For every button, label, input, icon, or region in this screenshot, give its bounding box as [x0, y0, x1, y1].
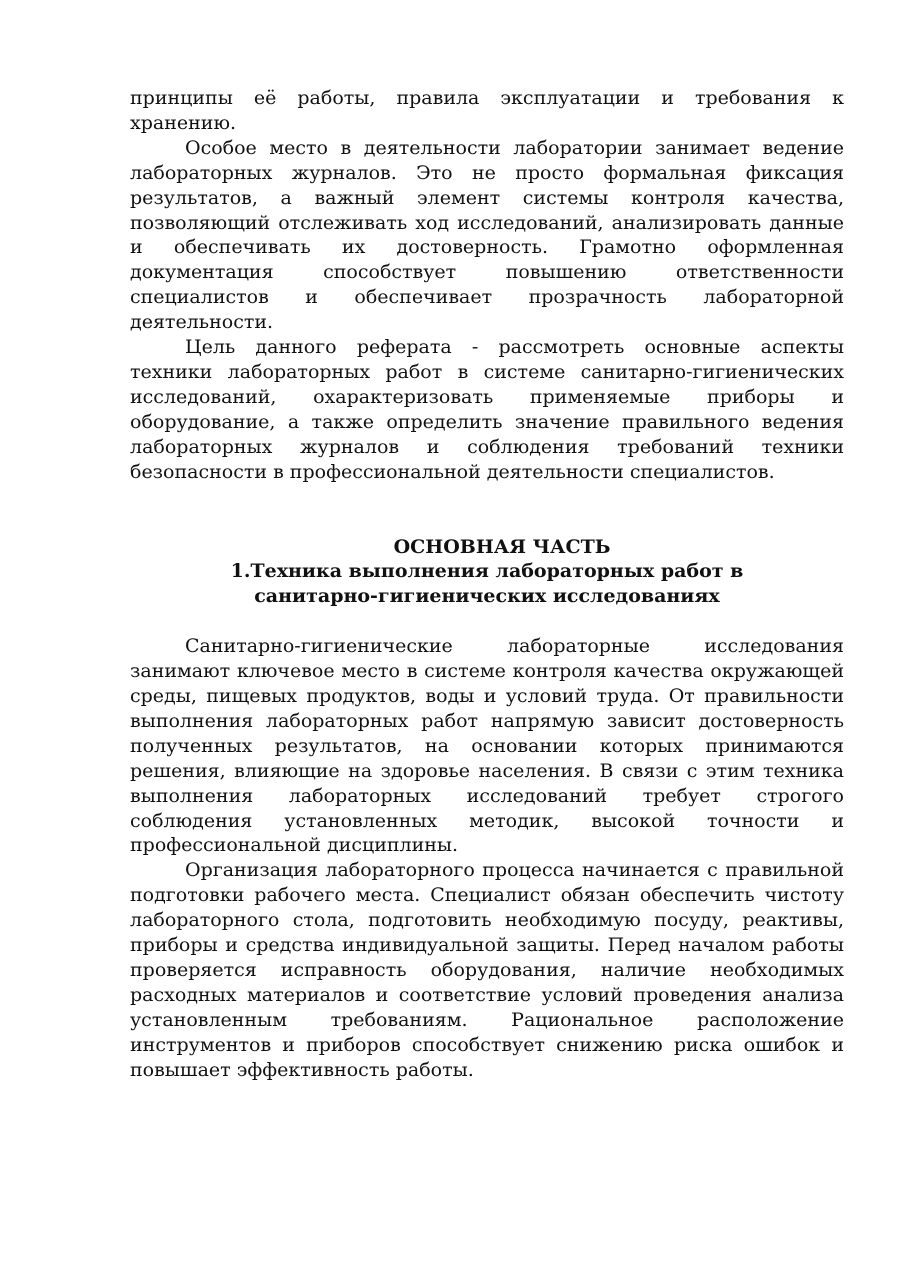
paragraph-sanitary-research: Санитарно-гигиенические лабораторные исследования занимают ключевое место в системе контроля качества окружающей среды, пищевых продуктов, воды и условий труда. От правильности выполнения лабораторных работ напрямую зависит достоверность полученных результатов, на основании которых принимаются решения, влияющие на здоровье населения. В связи с этим техника выполнения лабораторных исследований требует строгого соблюдения установленных методик, высокой точности и профессиональной дисциплины. — [130, 635, 844, 857]
section-subtitle-line-2: санитарно-гигиенических исследованиях — [254, 585, 720, 608]
section-subtitle-line-1: 1.Техника выполнения лабораторных работ в — [230, 560, 744, 583]
paragraph-purpose: Цель данного реферата - рассмотреть основные аспекты техники лабораторных работ в системе санитарно-гигиенических исследований, охарактеризовать применяемые приборы и оборудование, а также определить значение правильного ведения лабораторных журналов и соблюдения требований техники безопасности в профессиональной деятельности специалистов. — [130, 336, 844, 483]
paragraph-continuation: принципы её работы, правила эксплуатации и требования к хранению. — [130, 87, 844, 134]
paragraph-lab-journals: Особое место в деятельности лаборатории занимает ведение лабораторных журналов. Это не просто формальная фиксация результатов, а важный элемент системы контроля качества, позволяющий отслеживать ход исследований, анализировать данные и обеспечивать их достоверность. Грамотно оформленная документация способствует повышению ответственности специалистов и обеспечивает прозрачность лабораторной деятельности. — [130, 136, 844, 334]
spacer — [130, 609, 844, 634]
section-title: ОСНОВНАЯ ЧАСТЬ — [393, 535, 611, 558]
paragraph-lab-organization: Организация лабораторного процесса начинается с правильной подготовки рабочего места. Специалист обязан обеспечить чистоту лабораторного стола, подготовить необходимую посуду, реактивы, приборы и средства индивидуальной защиты. Перед началом работы проверяется исправность оборудования, наличие необходимых расходных материалов и соответствие условий проведения анализа установленным требованиям. Рациональное расположение инструментов и приборов способствует снижению риска ошибок и повышает эффективность работы. — [130, 859, 844, 1081]
document-page — [130, 86, 844, 1083]
spacer — [130, 485, 844, 535]
